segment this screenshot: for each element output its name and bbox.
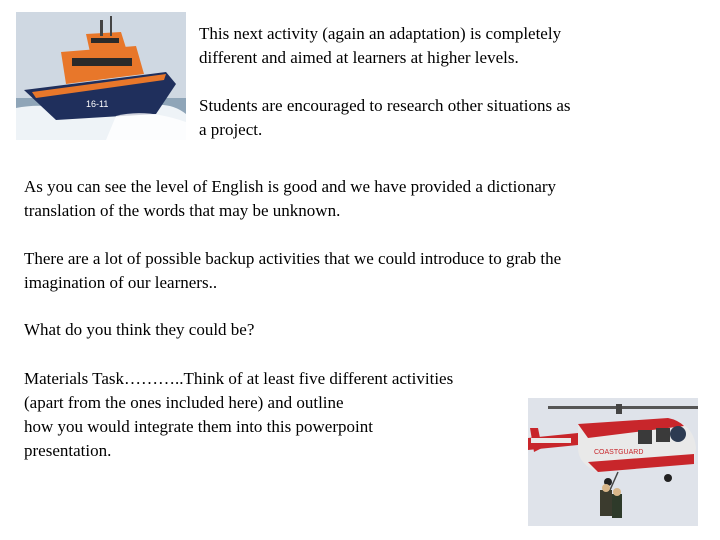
lifeboat-hull-code: 16-11 [86,99,109,109]
backup-line-2: imagination of our learners.. [24,273,218,292]
project-line-1: Students are encouraged to research other situations as [199,96,571,115]
backup-paragraph [24,247,561,295]
task-paragraph [24,367,453,463]
backup-line-1: There are a lot of possible backup activities that we could introduce to grab the [24,249,562,268]
task-line-1: Materials Task………..Think of at least five different activities [24,369,454,388]
helicopter-tail-code: COASTGUARD [594,449,644,456]
intro-paragraph [199,22,561,70]
project-paragraph [199,94,571,142]
intro-line-1: This next activity (again an adaptation) is completely [199,24,562,43]
helicopter-image [528,398,698,526]
task-line-4: presentation. [24,441,112,460]
task-line-2: (apart from the ones included here) and outline [24,393,344,412]
question-line: What do you think they could be? [24,320,255,339]
intro-line-2: different and aimed at learners at higher levels. [199,48,519,67]
english-paragraph [24,175,556,223]
question-paragraph [24,318,254,342]
english-line-2: translation of the words that may be unknown. [24,201,341,220]
project-line-2: a project. [199,120,263,139]
english-line-1: As you can see the level of English is good and we have provided a dictionary [24,177,557,196]
lifeboat-image [16,12,186,140]
task-line-3: how you would integrate them into this powerpoint [24,417,373,436]
